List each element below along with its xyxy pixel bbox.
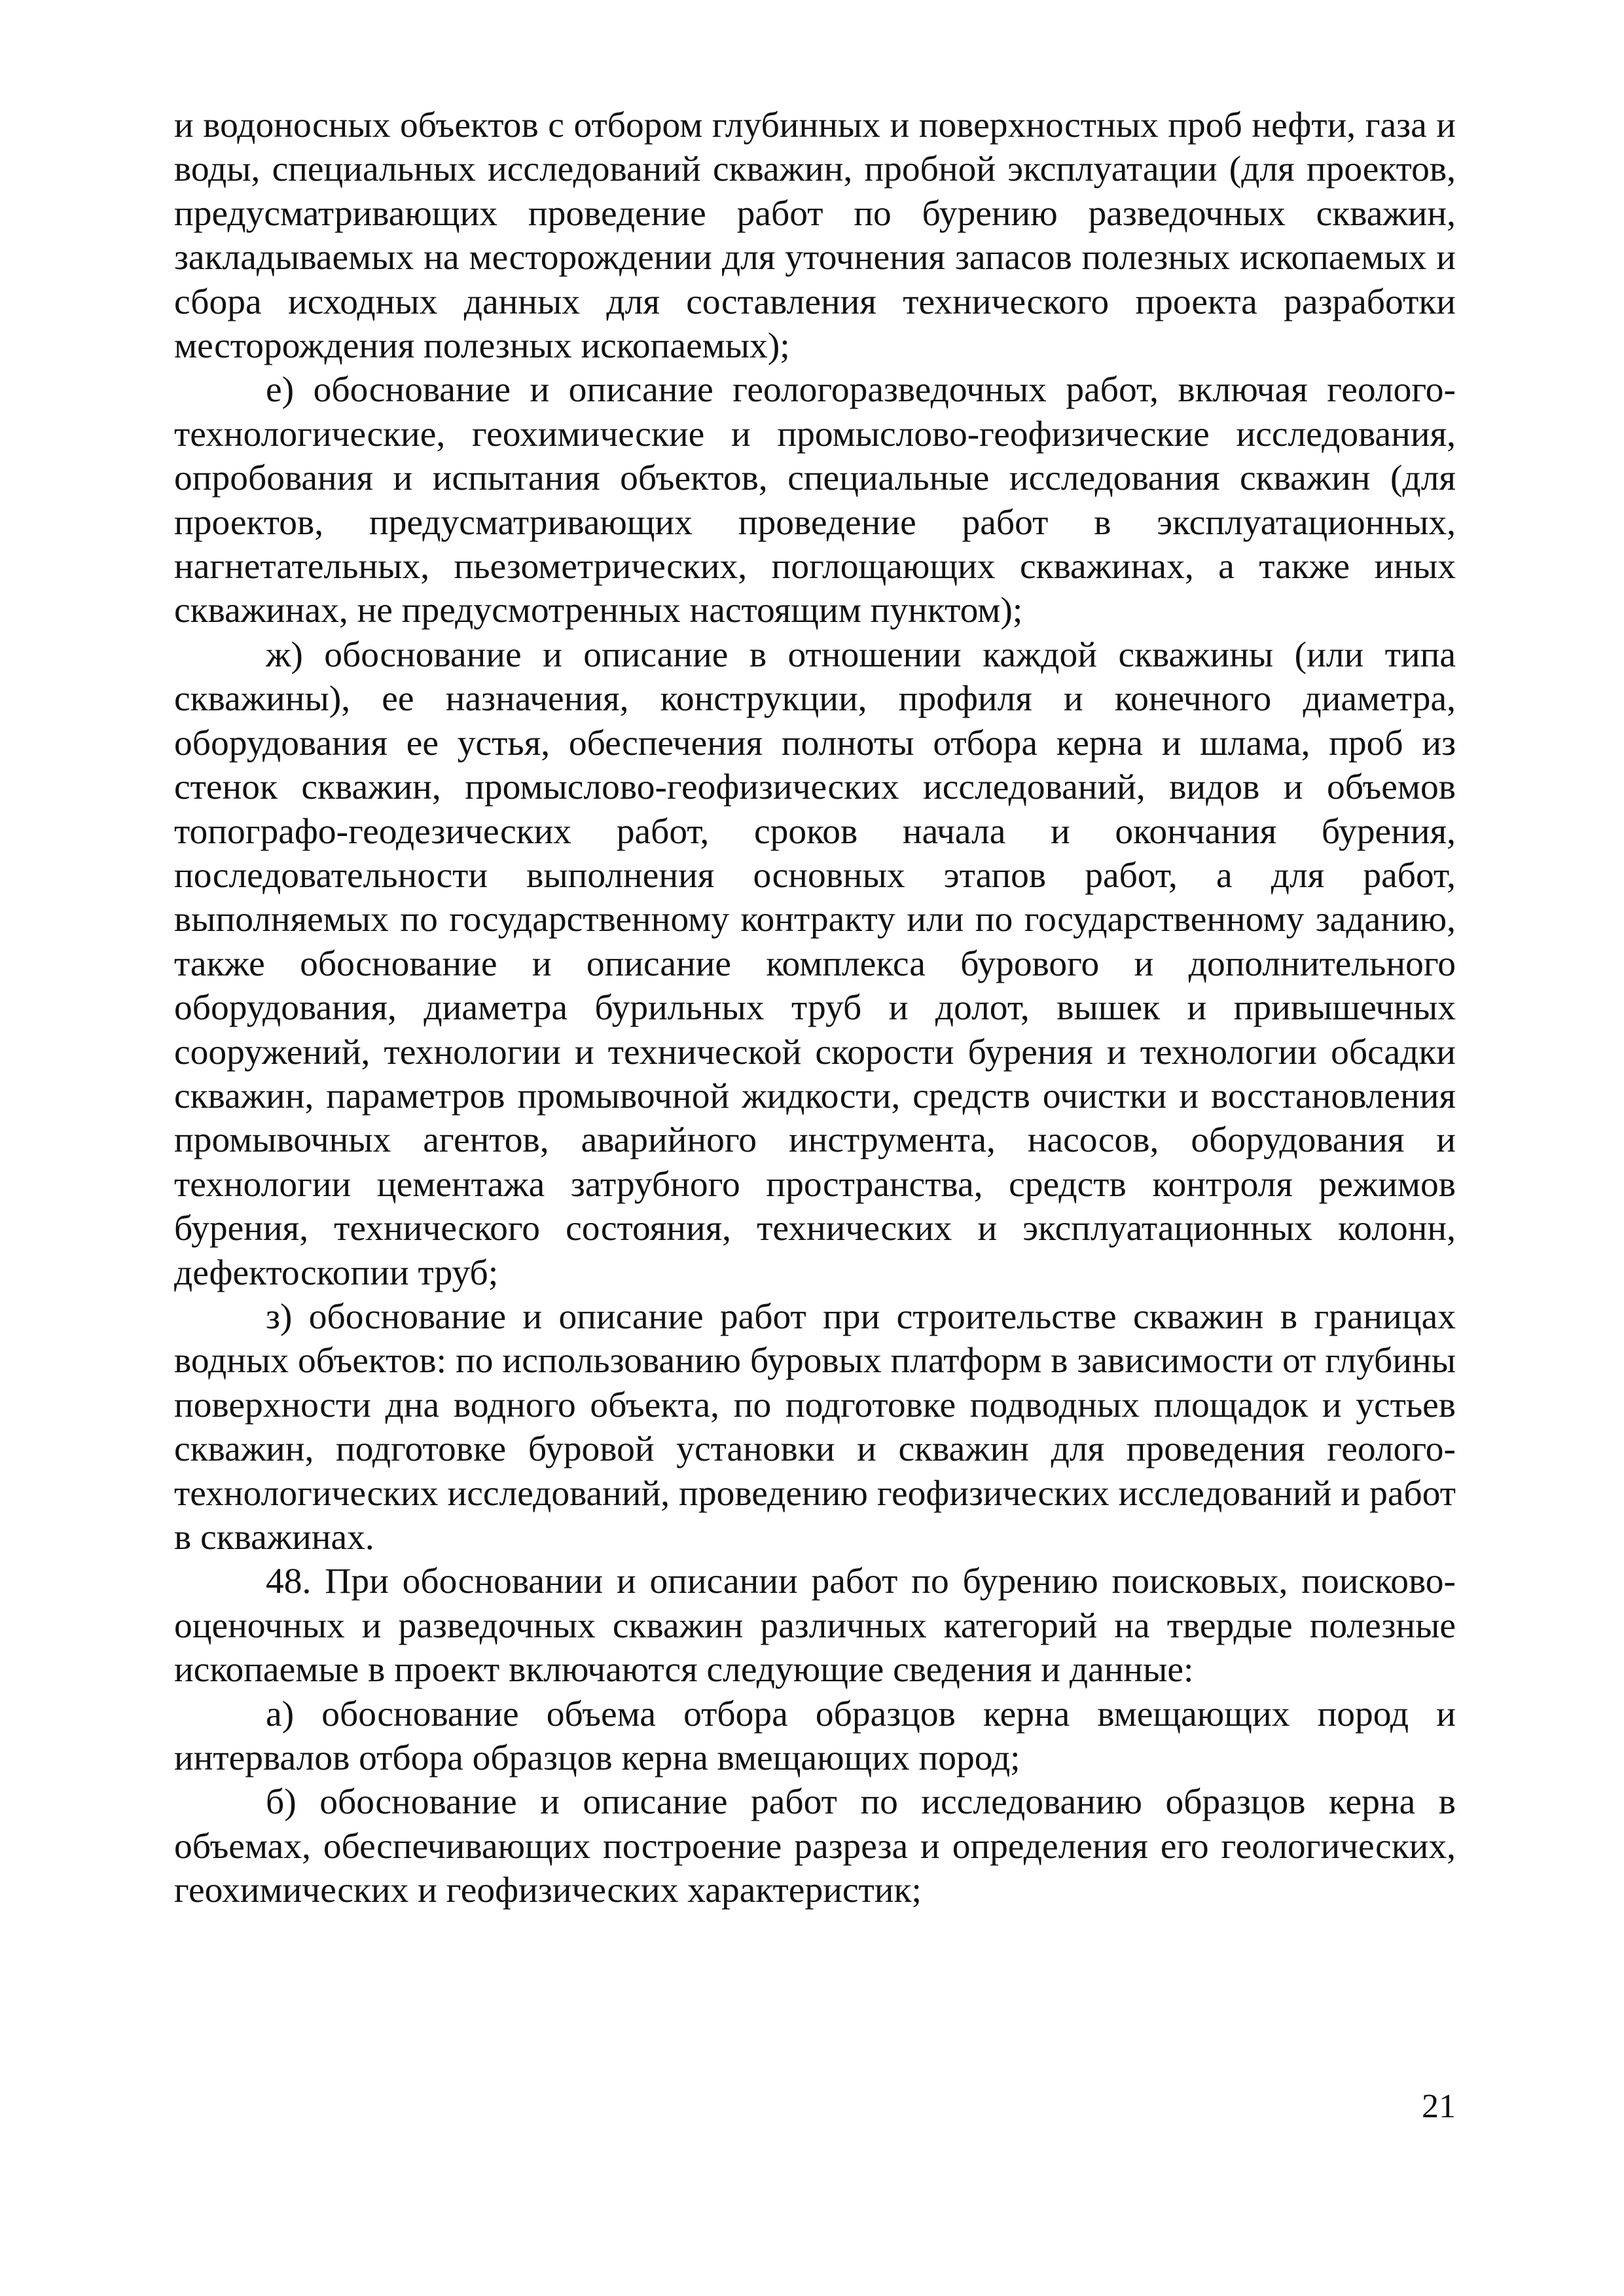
paragraph-section-48: 48. При обосновании и описании работ по бурению поисковых, поисково-оценочных и разведочных скважин различных категорий на твердые полезные ископаемые в проект включаются следующие сведения и данные: [174,1561,1456,1690]
paragraph-item-a: а) обоснование объема отбора образцов керна вмещающих пород и интервалов отбора образцов керна вмещающих пород; [174,1694,1456,1779]
paragraph-continuation: и водоносных объектов с отбором глубинных и поверхностных проб нефти, газа и воды, специальных исследований скважин, пробной эксплуатации (для проектов, предусматривающих проведение работ по бурению разведочных скважин, закладываемых на месторождении для уточнения запасов полезных ископаемых и сбора исходных данных для составления технического проекта разработки месторождения полезных ископаемых); [174,105,1456,367]
paragraph-item-zh: ж) обоснование и описание в отношении каждой скважины (или типа скважины), ее назначения, конструкции, профиля и конечного диаметра, оборудования ее устья, обеспечения полноты отбора керна и шлама, проб из стенок скважин, промыслово-геофизических исследований, видов и объемов топографо-геодезических работ, сроков начала и окончания бурения, последовательности выполнения основных этапов работ, а для работ, выполняемых по государственному контракту или по государственному заданию, также обоснование и описание комплекса бурового и дополнительного оборудования, диаметра бурильных труб и долот, вышек и привышечных сооружений, технологии и технической скорости бурения и технологии обсадки скважин, параметров промывочной жидкости, средств очистки и восстановления промывочных агентов, аварийного инструмента, насосов, оборудования и технологии цементажа затрубного пространства, средств контроля режимов бурения, технического состояния, технических и эксплуатационных колонн, дефектоскопии труб; [174,634,1456,1293]
paragraph-item-z: з) обоснование и описание работ при строительстве скважин в границах водных объектов: по использованию буровых платформ в зависимости от глубины поверхности дна водного объекта, по подготовке подводных площадок и устьев скважин, подготовке буровой установки и скважин для проведения геолого-технологических исследований, проведению геофизических исследований и работ в скважинах. [174,1296,1456,1558]
paragraph-item-e: е) обоснование и описание геологоразведочных работ, включая геолого-технологические, геохимические и промыслово-геофизические исследования, опробования и испытания объектов, специальные исследования скважин (для проектов, предусматривающих проведение работ в эксплуатационных, нагнетательных, пьезометрических, поглощающих скважинах, а также иных скважинах, не предусмотренных настоящим пунктом); [174,370,1456,631]
paragraph-item-b: б) обоснование и описание работ по исследованию образцов керна в объемах, обеспечивающих построение разреза и определения его геологических, геохимических и геофизических характеристик; [174,1782,1456,1911]
document-body [174,103,1456,1913]
page-number: 21 [1422,2088,1456,2125]
